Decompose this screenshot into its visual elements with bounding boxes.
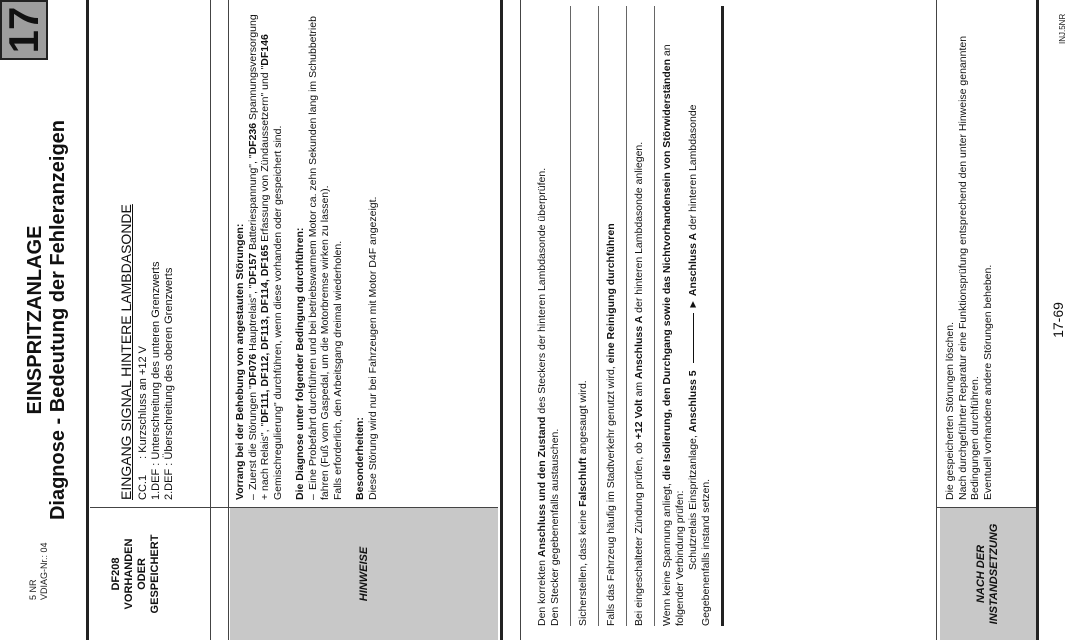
- fault-ref: DF236: [246, 122, 259, 155]
- emphasis: Falschluft: [577, 457, 589, 507]
- code-sep: :: [150, 462, 162, 466]
- fault-code-line: [137, 6, 150, 500]
- page-subtitle: Diagnose - Bedeutung der Fehleranzeigen: [47, 119, 69, 521]
- step-air-leak: [571, 6, 599, 626]
- code-sep: :: [137, 455, 149, 459]
- text: Erfassung von Zündaussetzern" und ": [259, 65, 271, 245]
- step-connector-check: [530, 6, 571, 626]
- fault-status-1: VORHANDEN: [123, 538, 135, 610]
- nach-line-3: Eventuell vorhandene andere Störungen beheben.: [981, 264, 994, 500]
- besonderheiten-paragraph: [354, 12, 379, 500]
- chapter-badge: 17: [0, 0, 48, 60]
- fault-code-line: [150, 6, 163, 500]
- repair-steps: [530, 6, 724, 640]
- text: Sicherstellen, dass keine: [577, 506, 589, 626]
- nach-label-1: NACH DER: [975, 544, 987, 604]
- code-sep: :: [163, 462, 175, 466]
- emphasis: +12 Volt: [633, 399, 645, 440]
- nach-label-cell: [940, 508, 1036, 640]
- column-divider: [90, 507, 498, 508]
- emphasis: Anschluss A: [687, 232, 699, 297]
- text: angesaugt wird.: [577, 380, 589, 458]
- section-divider: [210, 0, 211, 640]
- text: Den Stecker gegebenenfalls austauschen.: [549, 428, 561, 626]
- code-text: Unterschreitung des unteren Grenzwerts: [150, 261, 162, 460]
- document-code: INJ.5NR: [1058, 13, 1067, 44]
- hinweise-content: [232, 6, 391, 506]
- code-key: 1.DEF: [150, 468, 162, 500]
- text: der hinteren Lambdasonde anliegen.: [633, 141, 645, 316]
- column-divider: [936, 507, 1036, 508]
- hinweise-label: HINWEISE: [358, 546, 370, 602]
- text: Spannungsversorgung + nach Relais", ": [246, 14, 271, 500]
- header-title-block: [24, 60, 70, 580]
- arrow-icon: [693, 313, 694, 363]
- emphasis: Anschluss und den Zustand: [536, 416, 548, 558]
- fault-ref: DF146: [259, 34, 271, 66]
- diagnose-paragraph: [294, 12, 344, 500]
- fault-description: [92, 6, 176, 506]
- text: des Steckers der hinteren Lambdasonde überprüfen.: [536, 167, 548, 417]
- text: der hinteren Lambdasonde: [687, 104, 699, 233]
- header-divider: [86, 0, 89, 640]
- text: Bei eingeschalteter Zündung prüfen, ob: [633, 439, 645, 626]
- step-wiring-check: [655, 6, 724, 626]
- nach-line-1: Die gespeicherten Störungen löschen.: [944, 321, 956, 500]
- fault-status-2: ODER: [136, 558, 148, 590]
- text: Gegebenenfalls instand setzen.: [700, 478, 712, 626]
- arrow-head-icon: ►: [687, 299, 699, 310]
- fault-code-cell: [90, 508, 210, 640]
- fault-title: EINGANG SIGNAL HINTERE LAMBDASONDE: [118, 204, 134, 500]
- nach-content: [940, 6, 998, 506]
- emphasis: Anschluss 5: [687, 370, 699, 433]
- code-text: Überschreitung des oberen Grenzwerts: [163, 267, 175, 460]
- text: Falls das Fahrzeug häufig im Stadtverkehr genutzt wird,: [605, 363, 617, 626]
- fault-code-line: [163, 6, 176, 500]
- emphasis: die Isolierung, den Durchgang sowie das Nichtvorhandensein von Störwiderständen: [661, 59, 673, 481]
- text: Gemischregulierung" durchführen, wenn diese vorhanden oder gespeichert sind.: [271, 125, 284, 500]
- code-key: 2.DEF: [163, 468, 175, 500]
- nach-line-2: Nach durchgeführter Reparatur eine Funktionsprüfung entsprechend den unter Hinweise genannten Bedingungen durchführen.: [956, 35, 981, 500]
- code-text: Kurzschluss an +12 V: [137, 345, 149, 453]
- page-number: 17-69: [1050, 302, 1066, 338]
- dash-marker: –: [306, 494, 319, 500]
- step-cleaning: [599, 6, 627, 626]
- diagnose-heading: Die Diagnose unter folgender Bedingung durchführen:: [294, 227, 306, 500]
- text: Hauptrelais", ": [246, 284, 259, 354]
- text: Zuerst die Störungen ": [246, 385, 259, 490]
- fault-ref: DF157: [246, 252, 259, 285]
- text: Wenn keine Spannung anliegt,: [661, 480, 673, 626]
- footer-divider: [1036, 0, 1039, 640]
- text: Schutzrelais Einspritzanlage,: [687, 432, 699, 570]
- step-voltage-check: [627, 6, 655, 626]
- text: an folgender Verbindung prüfen:: [661, 44, 686, 626]
- besonderheiten-heading: Besonderheiten:: [354, 417, 366, 500]
- fault-status-3: GESPEICHERT: [149, 534, 161, 614]
- fault-ref: DF076: [246, 353, 259, 386]
- emphasis: Anschluss A: [633, 315, 645, 379]
- section-divider: [228, 0, 229, 640]
- section-divider: [936, 0, 937, 640]
- besonderheiten-text: Diese Störung wird nur bei Fahrzeugen mit Motor D4F angezeigt.: [366, 196, 379, 500]
- fault-ref: DF111, DF112, DF113, DF114, DF165: [259, 244, 271, 423]
- text: Batteriespannung", ": [246, 154, 259, 253]
- text: Den korrekten: [536, 557, 548, 626]
- vdiag-ref: VDIAG-Nr.: 04: [39, 542, 49, 600]
- section-divider: [520, 0, 521, 640]
- fault-code: DF208: [110, 557, 122, 591]
- diagnose-repeat: Falls erforderlich, den Arbeitsgang dreimal wiederholen.: [331, 240, 344, 500]
- vorrang-paragraph: [234, 12, 284, 500]
- hinweise-label-cell: [230, 508, 498, 640]
- engine-ref: 5 NR: [28, 579, 38, 600]
- emphasis: eine Reinigung durchführen: [605, 223, 617, 364]
- nach-label-2: INSTANDSETZUNG: [988, 523, 1000, 625]
- diagnose-text: Eine Probefahrt durchführen und bei betriebswarmem Motor ca. zehn Sekunden lang im Schubbetrieb fahren (Fuß vom Gaspedal, um die Motorbremse wirken zu lassen).: [306, 16, 331, 500]
- page-title: EINSPRITZANLAGE: [24, 225, 46, 415]
- dash-marker: –: [246, 494, 259, 500]
- code-key: CC.1: [137, 474, 149, 500]
- section-divider: [500, 0, 503, 640]
- vorrang-heading: Vorrang bei der Behebung von angestauten Störungen:: [234, 223, 246, 500]
- text: am: [633, 379, 645, 400]
